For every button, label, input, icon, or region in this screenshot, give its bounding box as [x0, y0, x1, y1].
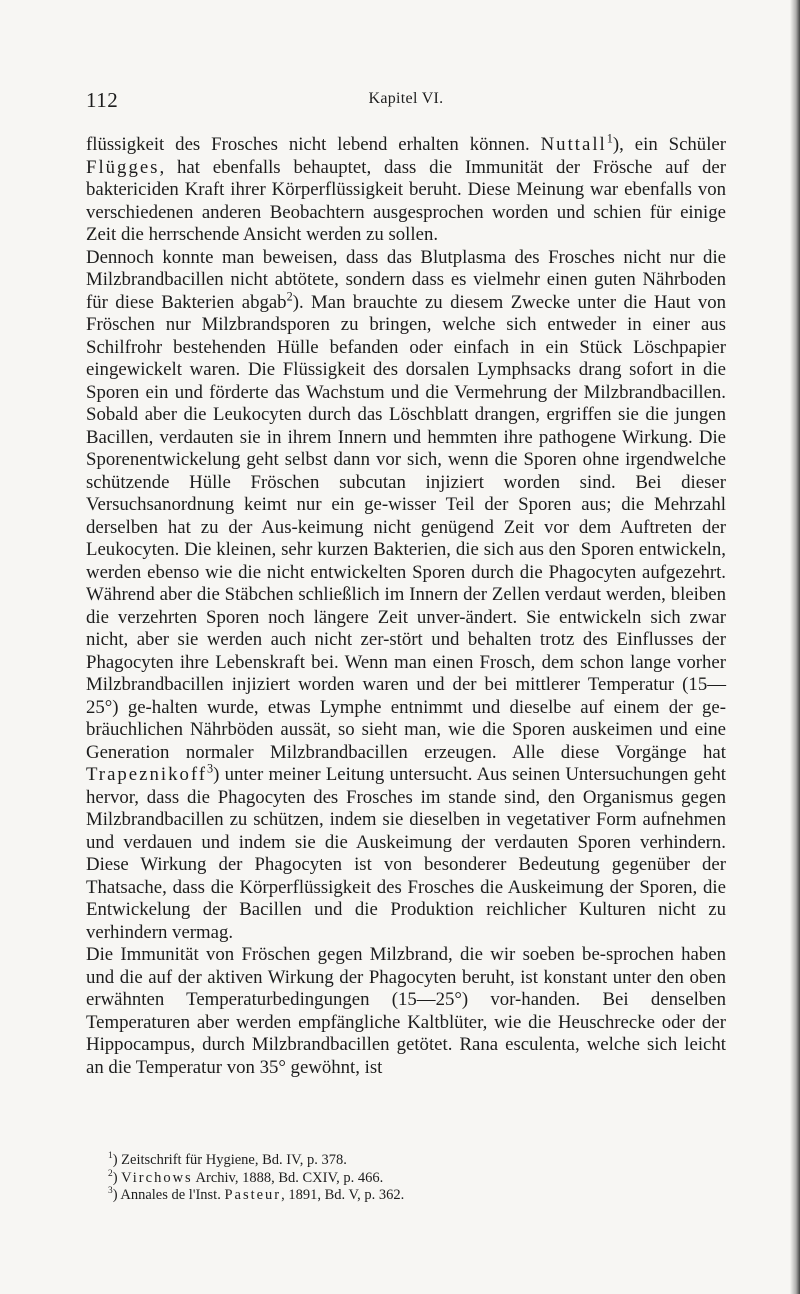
footnote-ref: 3 [207, 761, 214, 776]
text-run: , 1891, Bd. V, p. 362. [281, 1187, 405, 1203]
paragraph [86, 944, 726, 1079]
footnotes [108, 1152, 708, 1205]
footnote-marker: 3 [108, 1186, 113, 1197]
footnote-ref: 2 [286, 289, 293, 304]
author-name: Trapeznikoff [86, 764, 208, 785]
text-run: Dennoch konnte man beweisen, dass das Blutplasma des Frosches nicht nur die Milzbrandbacillen nicht abtötete, sondern dass es vielmehr einen guten Nährboden für diese Bakterien abgab [86, 246, 726, 313]
paragraph [86, 131, 727, 247]
footnote-ref: 1 [606, 131, 613, 146]
text-run: Zeitschrift für Hygiene, Bd. IV, p. 378. [121, 1152, 347, 1168]
text-run: ), ein Schüler [612, 134, 727, 155]
text-run: ). Man brauchte zu diesem Zwecke unter die Haut von Fröschen nur Milzbrandsporen zu bringen, welche sich entweder in einer aus Schilfrohr bestehenden Hülle befanden oder einfach in ein Stück Löschpapier eingewickelt waren. Die Flüssigkeit des dorsalen Lymphsacks drang sofort in die Sporen ein und förderte das Wachstum und die Vermehrung der Milzbrandbacillen. Sobald aber die Leukocyten durch das Löschblatt drangen, ergriffen sie die jungen Bacillen, verdauten sie in ihrem Innern und hemmten ihre pathogene Wirkung. Die Sporenentwickelung geht selbst dann vor sich, wenn die Sporen ohne irgendwelche schützende Hülle Fröschen subcutan injiziert worden sind. Bei dieser Versuchsanordnung keimt nur ein ge-wisser Teil der Sporen aus; die Mehrzahl derselben hat zu der Aus-keimung nicht genügend Zeit vor dem Auftreten der Leukocyten. Die kleinen, sehr kurzen Bakterien, die sich aus den Sporen entwickeln, werden ebenso wie die nicht entwickelten Sporen durch die Phagocyten aufgezehrt. Während aber die Stäbchen schließlich im Innern der Zellen verdaut werden, bleiben die verzehrten Sporen noch längere Zeit unver-ändert. Sie entwickeln sich zwar nicht, aber sie werden auch nicht zer-stört und behalten trotz des Einflusses der Phagocyten ihre Lebenskraft bei. Wenn man einen Frosch, dem schon lange vorher Milzbrandbacillen injiziert worden waren und der bei mittlerer Temperatur (15—25°) ge-halten wurde, etwas Lymphe entnimmt und dieselbe auf einem der ge-bräuchlichen Nährböden aussät, so sieht man, wie die Sporen auskeimen und eine Generation normaler Milzbrandbacillen erzeugen. Alle diese Vorgänge hat [86, 291, 726, 763]
text-run: ) unter meiner Leitung untersucht. Aus seinen Untersuchungen geht hervor, dass die Phagocyten des Frosches im stande sind, den Organismus gegen Milzbrandbacillen zu schützen, indem sie dieselben in vegetativer Form aufnehmen und verdauen und indem sie die Auskeimung der verdauten Sporen verhindern. Diese Wirkung der Phagocyten ist von besonderer Bedeutung gegenüber der Thatsache, dass die Körperflüssigkeit des Frosches die Auskeimung der Sporen, die Entwickelung der Bacillen und die Produktion reichlicher Kulturen nicht zu verhindern vermag. [86, 764, 726, 943]
text-run: Die Immunität von Fröschen gegen Milzbrand, die wir soeben be-sprochen haben und die auf der aktiven Wirkung der Phagocyten beruht, ist konstant unter den oben erwähnten Temperaturbedingungen (15—25°) vor-handen. Bei denselben Temperaturen aber werden empfängliche Kaltblüter, wie die Heuschrecke oder der Hippocampus, durch Milzbrandbacillen getötet. Rana esculenta, welche sich leicht an die Temperatur von 35° gewöhnt, ist [86, 944, 726, 1078]
author-name: Flügges [86, 156, 160, 178]
footnote-marker: 2 [108, 1168, 113, 1179]
page-header [86, 88, 726, 118]
page-number: 112 [86, 88, 119, 112]
paragraph [86, 247, 726, 945]
text-run: Annales de l'Inst. [120, 1187, 225, 1203]
page-edge-shadow [790, 0, 800, 1294]
footnote: $^1$) Zeitschrift für Hygiene, Bd. IV, p. 378. [108, 1151, 347, 1168]
body-text [86, 131, 727, 1079]
footnote: $^3$) Annales de l'Inst. Pasteur, 1891, Bd. V, p. 362. [108, 1186, 405, 1203]
text-run: Archiv, 1888, Bd. CXIV, p. 466. [192, 1169, 384, 1186]
author-name: Pasteur [224, 1187, 282, 1203]
author-name: Nuttall [540, 134, 607, 155]
footnote: $^2$) Virchows Archiv, 1888, Bd. CXIV, p. 466. [108, 1168, 384, 1186]
text-run: flüssigkeit des Frosches nicht lebend erhalten können. [86, 134, 541, 155]
running-title: Kapitel VI. [368, 90, 444, 107]
author-name: Virchows [121, 1169, 193, 1186]
footnote-marker: 1 [108, 1151, 113, 1162]
text-run: , hat ebenfalls behauptet, dass die Immunität der Frösche auf der baktericiden Kraft ihrer Körperflüssigkeit beruht. Diese Meinung war ebenfalls von verschiedenen anderen Beobachtern ausgesprochen worden und schien für einige Zeit die herrschende Ansicht werden zu sollen. [86, 156, 726, 245]
